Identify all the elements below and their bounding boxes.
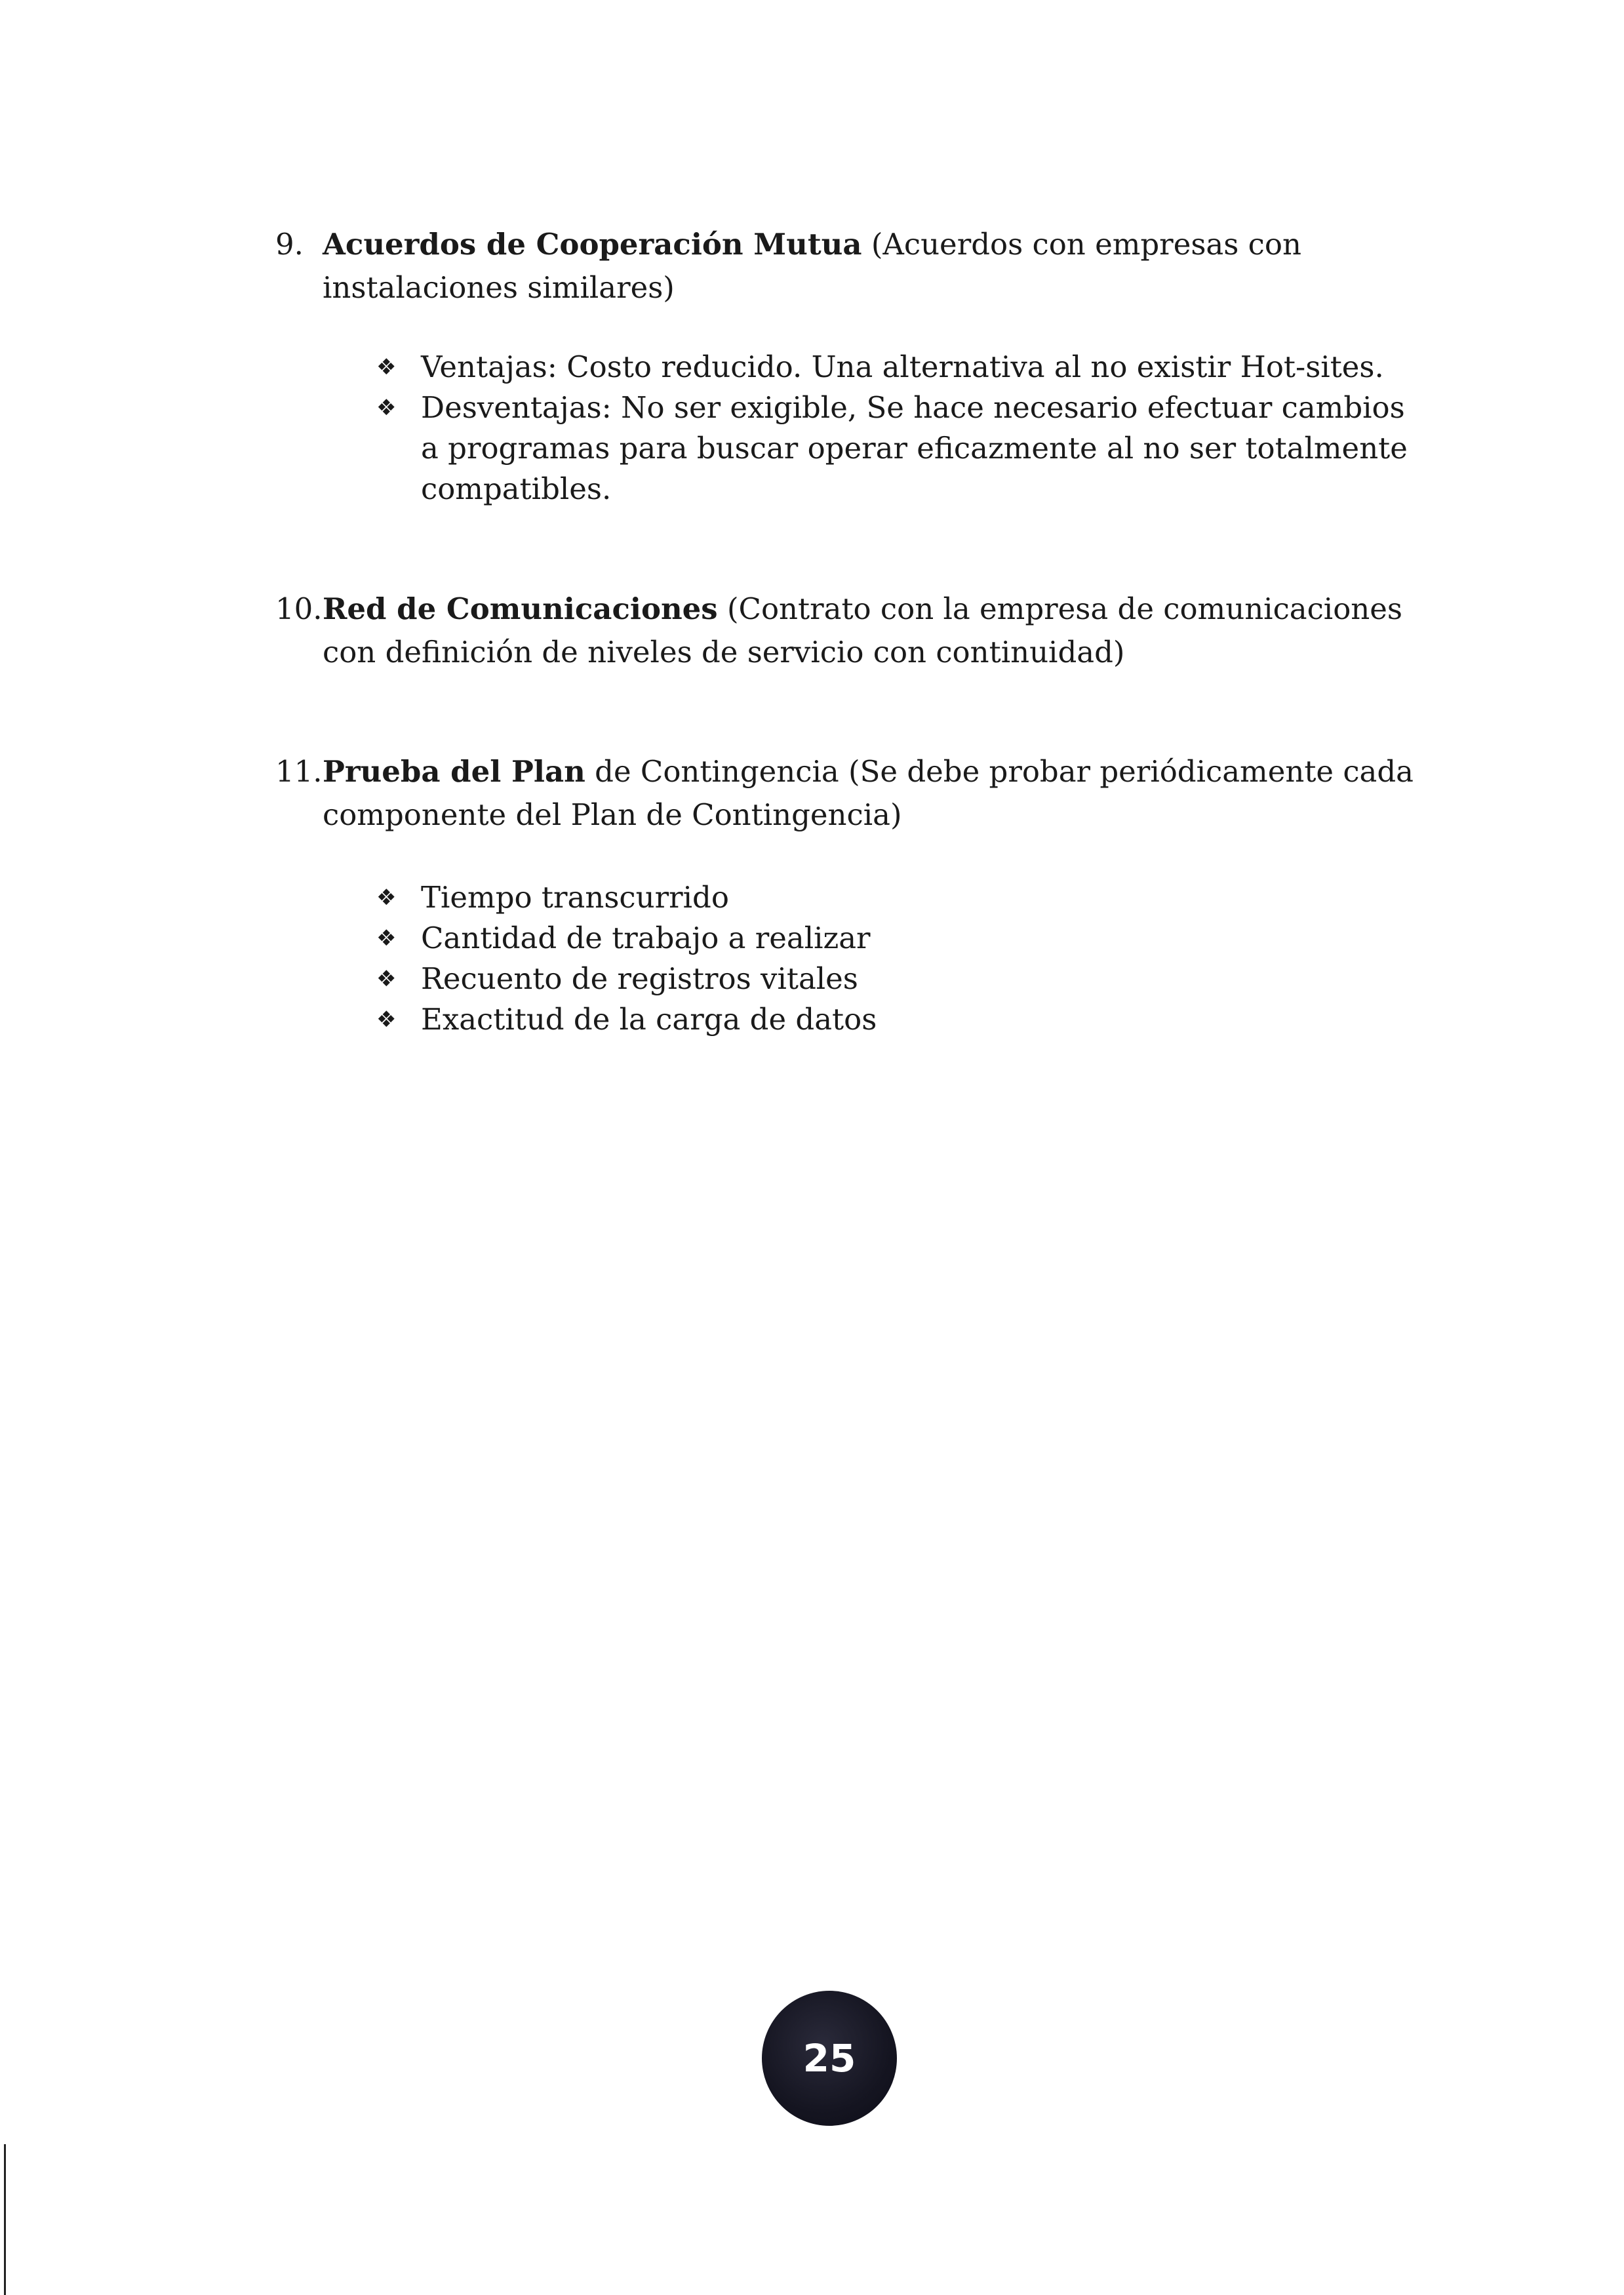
section-9-bullets bbox=[367, 347, 1429, 509]
section-title: Red de Comunicaciones bbox=[323, 591, 718, 626]
list-item-text: Recuento de registros vitales bbox=[421, 961, 858, 996]
section-number: 10. bbox=[275, 591, 323, 626]
section-9 bbox=[275, 223, 1429, 309]
list-item bbox=[367, 877, 1429, 918]
four-diamond-bullet-icon: ❖ bbox=[376, 354, 397, 380]
section-title: Acuerdos de Cooperación Mutua bbox=[323, 227, 862, 262]
section-text bbox=[323, 223, 1429, 309]
list-item-text: Tiempo transcurrido bbox=[421, 880, 729, 915]
section-description: de Contingencia (Se debe probar periódicamente cada componente del Plan de Contingencia) bbox=[323, 754, 1414, 832]
section-number: 11. bbox=[275, 754, 323, 789]
scan-margin-line bbox=[4, 2144, 6, 2295]
section-text bbox=[323, 588, 1429, 674]
section-text bbox=[323, 750, 1429, 837]
section-11-bullets bbox=[367, 877, 1429, 1040]
section-description: (Acuerdos con empresas con instalaciones similares) bbox=[323, 227, 1301, 305]
list-item-text: Exactitud de la carga de datos bbox=[421, 1002, 877, 1037]
four-diamond-bullet-icon: ❖ bbox=[376, 1007, 397, 1033]
list-item-text: Ventajas: Costo reducido. Una alternativa al no existir Hot-sites. bbox=[421, 349, 1384, 384]
page-number-badge: 25 bbox=[762, 1991, 897, 2126]
section-10 bbox=[275, 588, 1429, 674]
section-title: Prueba del Plan bbox=[323, 754, 585, 789]
four-diamond-bullet-icon: ❖ bbox=[376, 395, 397, 421]
list-item bbox=[367, 918, 1429, 959]
list-item bbox=[367, 388, 1429, 509]
list-item bbox=[367, 347, 1429, 388]
section-number: 9. bbox=[275, 227, 304, 262]
list-item-text: Cantidad de trabajo a realizar bbox=[421, 921, 871, 955]
section-11 bbox=[275, 750, 1429, 837]
four-diamond-bullet-icon: ❖ bbox=[376, 885, 397, 911]
list-item bbox=[367, 999, 1429, 1040]
list-item-text: Desventajas: No ser exigible, Se hace necesario efectuar cambios a programas para buscar operar eficazmente al no ser totalmente compatibles. bbox=[421, 390, 1408, 506]
four-diamond-bullet-icon: ❖ bbox=[376, 966, 397, 992]
section-description: (Contrato con la empresa de comunicaciones con definición de niveles de servicio con continuidad) bbox=[323, 591, 1402, 669]
four-diamond-bullet-icon: ❖ bbox=[376, 925, 397, 951]
list-item bbox=[367, 959, 1429, 999]
